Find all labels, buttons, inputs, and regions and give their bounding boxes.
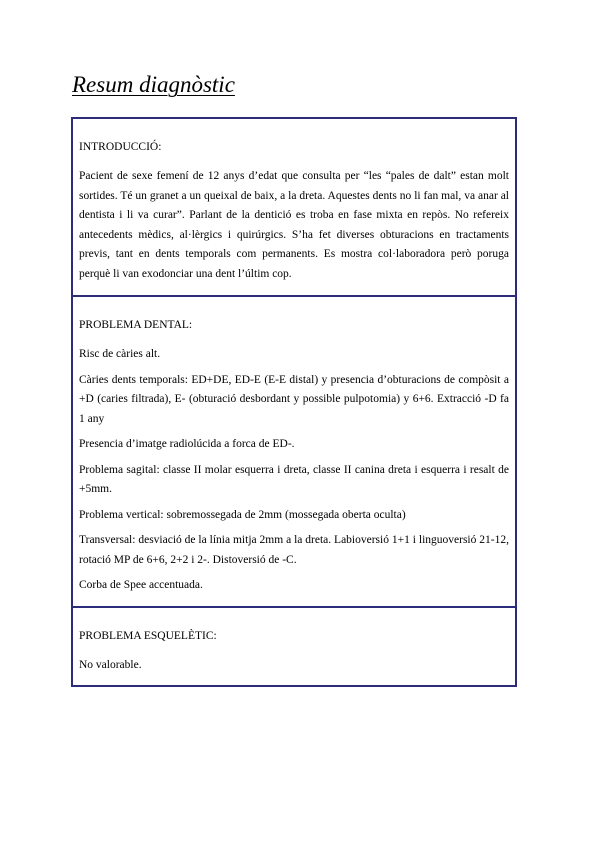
table-row-introduccio <box>72 118 516 296</box>
table-row-problema-dental <box>72 296 516 607</box>
table-row-problema-esqueletic <box>72 607 516 686</box>
diagnostic-summary-table <box>71 117 517 687</box>
introduccio-cell <box>72 118 516 296</box>
problema-sagital-paragraph: Problema sagital: classe II molar esquerra i dreta, classe II canina dreta i esquerra i resalt de +5mm. <box>79 463 509 495</box>
problema-esqueletic-heading: PROBLEMA ESQUELÈTIC: <box>79 629 217 642</box>
problema-vertical-paragraph: Problema vertical: sobremossegada de 2mm (mossegada oberta oculta) <box>79 508 406 521</box>
no-valorable-paragraph: No valorable. <box>79 658 142 671</box>
problema-esqueletic-cell <box>72 607 516 686</box>
transversal-paragraph: Transversal: desviació de la línia mitja 2mm a la dreta. Labioversió 1+1 i linguoversió 21-12, rotació MP de 6+6, 2+2 i 2-. Distoversió de -C. <box>79 534 509 566</box>
document-title: Resum diagnòstic <box>72 72 235 97</box>
problema-dental-heading: PROBLEMA DENTAL: <box>79 319 193 331</box>
problema-dental-cell <box>72 296 516 607</box>
introduccio-heading: INTRODUCCIÓ: <box>79 141 162 153</box>
risc-caries-paragraph: Risc de càries alt. <box>79 348 161 360</box>
corba-spee-paragraph: Corba de Spee accentuada. <box>79 579 203 591</box>
caries-temporals-paragraph: Càries dents temporals: ED+DE, ED-E (E-E distal) y presencia d’obturacions de compòsit a +D (caries filtrada), E- (obturació desbordant y possible pulpotomia) y 6+6. Extracció -D fa 1 any <box>79 373 509 425</box>
imatge-radiolucida-paragraph: Presencia d’imatge radiolúcida a forca de ED-. <box>79 438 295 450</box>
introduccio-paragraph: Pacient de sexe femení de 12 anys d’edat que consulta per “les “pales de dalt” estan molt sortides. Té un granet a un queixal de baix, a la dreta. Aquestes dents no li fan mal, va anar al dentista i li va curar”. Parlant de la dentició es troba en fase mixta en repòs. No refereix antecedents mèdics, al·lèrgics i quirúrgics. S’ha fet diverses obturacions en tractaments previs, tant en dents temporals com permanents. Es mostra col·laboradora però poruga perquè li van exodonciar una dent l’últim cop. <box>79 170 509 280</box>
